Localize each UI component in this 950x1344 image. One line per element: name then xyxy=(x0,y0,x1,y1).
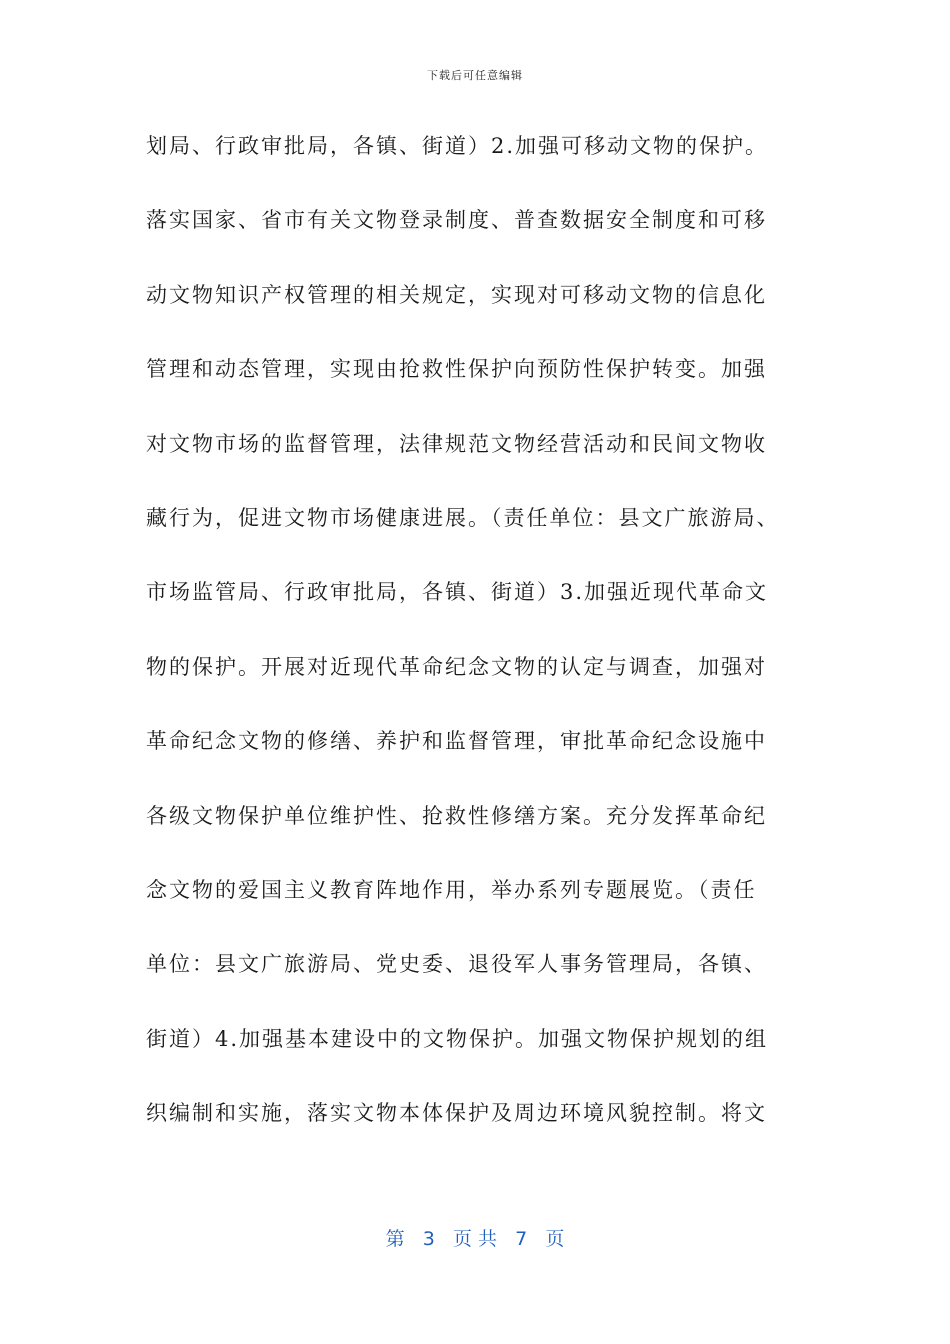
body-line: 市场监管局、行政审批局，各镇、街道）3.加强近现代革命文 xyxy=(146,580,769,605)
body-line: 对文物市场的监督管理，法律规范文物经营活动和民间文物收 xyxy=(146,431,767,456)
footer-suffix: 页 xyxy=(545,1228,565,1250)
body-line: 念文物的爱国主义教育阵地作用，举办系列专题展览。（责任 xyxy=(146,877,757,902)
footer-prefix: 第 xyxy=(385,1228,405,1250)
body-line: 单位：县文广旅游局、党史委、退役军人事务管理局，各镇、 xyxy=(146,952,767,977)
body-line: 划局、行政审批局，各镇、街道）2.加强可移动文物的保护。 xyxy=(146,134,769,158)
footer-total-pages: 7 xyxy=(515,1228,528,1250)
body-line: 物的保护。开展对近现代革命纪念文物的认定与调查，加强对 xyxy=(146,654,767,679)
body-line: 藏行为，促进文物市场健康进展。（责任单位：县文广旅游局、 xyxy=(146,505,780,530)
body-line: 管理和动态管理，实现由抢救性保护向预防性保护转变。加强 xyxy=(146,357,767,382)
body-line: 各级文物保护单位维护性、抢救性修缮方案。充分发挥革命纪 xyxy=(146,803,767,828)
page-footer xyxy=(0,1224,950,1251)
footer-middle: 页 共 xyxy=(452,1228,498,1250)
body-line: 革命纪念文物的修缮、养护和监督管理，审批革命纪念设施中 xyxy=(146,729,767,754)
body-line: 织编制和实施，落实文物本体保护及周边环境风貌控制。将文 xyxy=(146,1101,767,1126)
page-header-note: 下载后可任意编辑 xyxy=(427,69,523,82)
document-body xyxy=(146,123,806,1164)
body-line: 动文物知识产权管理的相关规定，实现对可移动文物的信息化 xyxy=(146,282,767,307)
body-line: 街道）4.加强基本建设中的文物保护。加强文物保护规划的组 xyxy=(146,1026,769,1051)
footer-current-page: 3 xyxy=(422,1228,435,1250)
body-line: 落实国家、省市有关文物登录制度、普查数据安全制度和可移 xyxy=(146,208,767,233)
